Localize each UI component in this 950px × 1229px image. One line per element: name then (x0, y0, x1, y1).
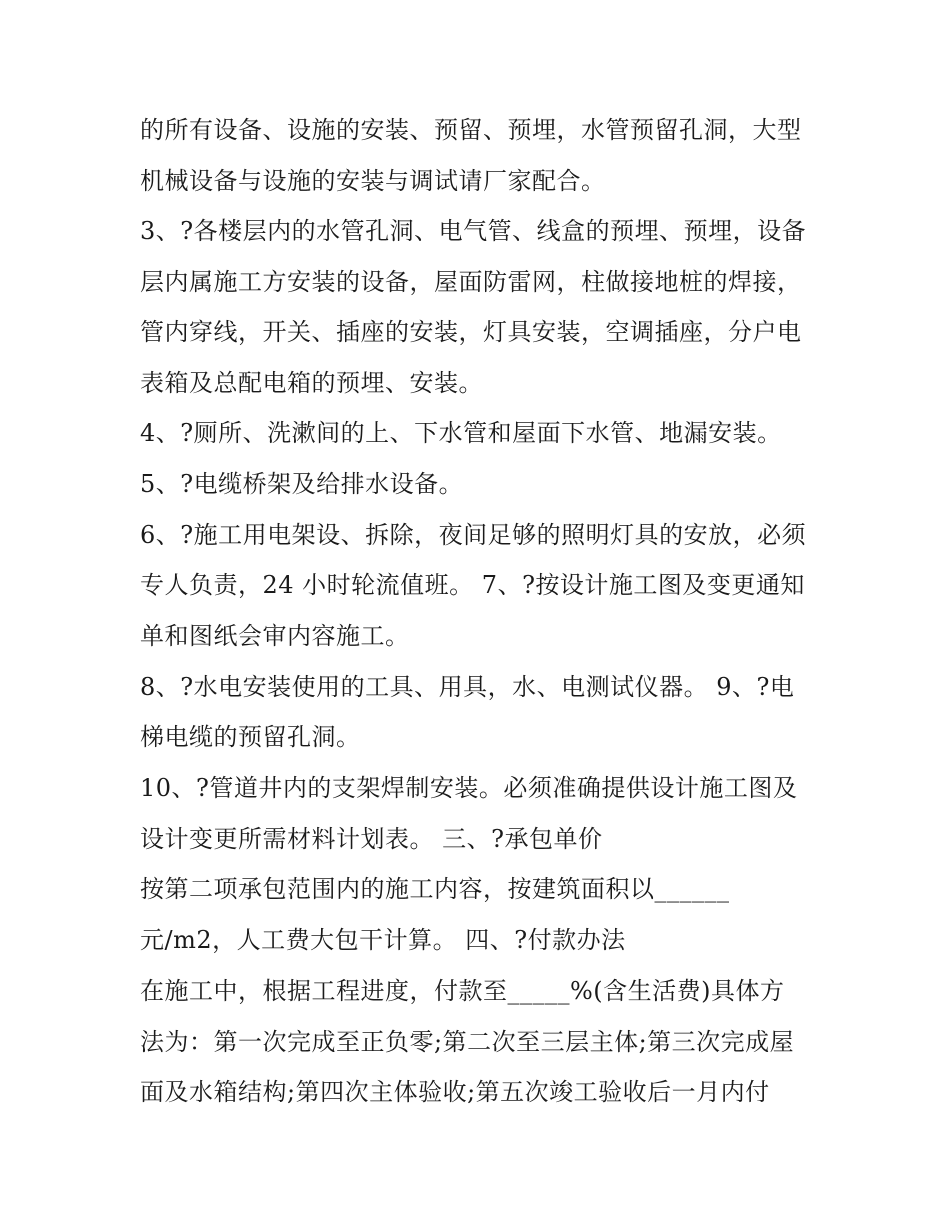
text-line: 梯电缆的预留孔洞。 (140, 723, 361, 751)
text-line: 5、?电缆桥架及给排水设备。 (140, 470, 464, 498)
text-line: 单和图纸会审内容施工。 (140, 622, 410, 650)
text-line: 10、?管道井内的支架焊制安装。必须准确提供设计施工图及 (140, 774, 798, 802)
text-line: 层内属施工方安装的设备，屋面防雷网，柱做接地桩的焊接， (140, 268, 802, 296)
text-line: 法为：第一次完成至正负零;第二次至三层主体;第三次完成屋 (140, 1028, 795, 1056)
text-line: 机械设备与设施的安装与调试请厂家配合。 (140, 167, 606, 195)
text-line: 8、?水电安装使用的工具、用具，水、电测试仪器。 9、?电 (140, 673, 795, 701)
text-line: 按第二项承包范围内的施工内容，按建筑面积以______ (140, 875, 730, 903)
text-line: 的所有设备、设施的安装、预留、预埋，水管预留孔洞，大型 (140, 116, 802, 144)
text-line: 面及水箱结构;第四次主体验收;第五次竣工验收后一月内付 (140, 1078, 770, 1106)
text-line: 表箱及总配电箱的预埋、安装。 (140, 369, 483, 397)
text-line: 在施工中，根据工程进度，付款至_____%(含生活费)具体方 (140, 977, 785, 1005)
text-line: 3、?各楼层内的水管孔洞、电气管、线盒的预埋、预埋，设备 (140, 217, 807, 245)
text-line: 管内穿线，开关、插座的安装，灯具安装，空调插座，分户电 (140, 318, 802, 346)
text-line: 4、?厕所、洗漱间的上、下水管和屋面下水管、地漏安装。 (140, 419, 782, 447)
text-line: 元/m2，人工费大包干计算。 四、?付款办法 (140, 926, 626, 954)
text-line: 6、?施工用电架设、拆除，夜间足够的照明灯具的安放，必须 (140, 521, 807, 549)
text-line: 专人负责，24 小时轮流值班。 7、?按设计施工图及变更通知 (140, 571, 805, 599)
text-line: 设计变更所需材料计划表。 三、?承包单价 (140, 825, 603, 853)
